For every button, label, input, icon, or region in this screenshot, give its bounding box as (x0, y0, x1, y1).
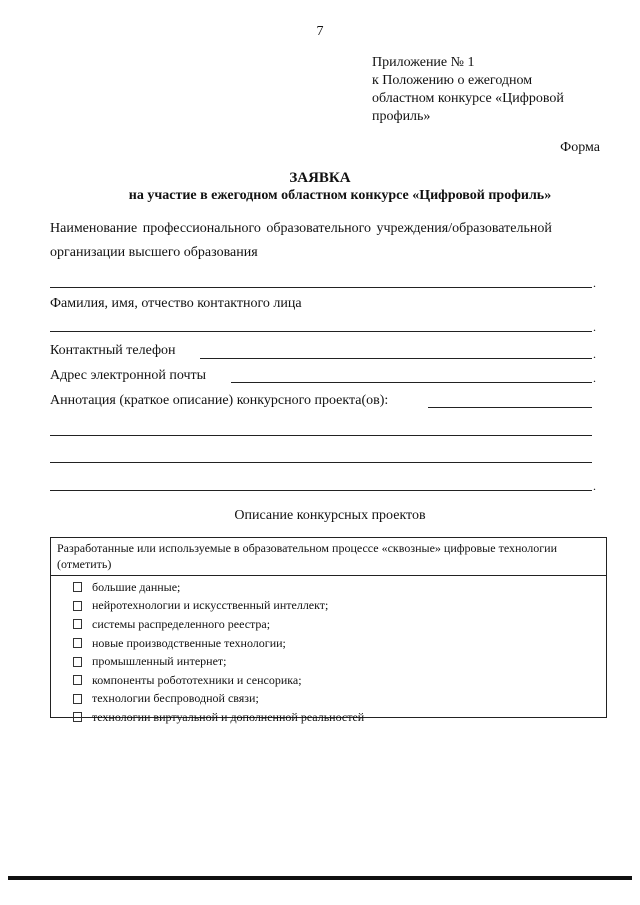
technology-label: промышленный интернет; (92, 654, 227, 669)
checkbox-icon[interactable] (73, 638, 82, 648)
document-title: ЗАЯВКА (289, 170, 351, 186)
technologies-header: Разработанные или используемые в образовательном процессе «сквозные» цифровые технологии (отметить) (51, 538, 606, 576)
technology-option-vr-ar[interactable] (51, 708, 606, 727)
technology-label: технологии виртуальной и дополненной реальностей (92, 709, 365, 724)
annotation-label: Аннотация (краткое описание) конкурсного проекта(ов): (50, 393, 389, 408)
checkbox-icon[interactable] (73, 657, 82, 667)
annotation-input-line[interactable] (50, 462, 592, 463)
line-end-dot: . (593, 320, 596, 334)
annotation-input-line[interactable] (50, 435, 592, 436)
checkbox-icon[interactable] (73, 619, 82, 629)
document-subtitle: на участие в ежегодном областном конкурсе «Цифровой профиль» (128, 188, 552, 203)
annotation-input-line[interactable] (428, 407, 592, 408)
technology-label: большие данные; (92, 579, 181, 594)
projects-section-title: Описание конкурсных проектов (234, 508, 426, 523)
technology-option-distributed-ledger[interactable] (51, 615, 606, 634)
phone-input-line[interactable] (200, 358, 592, 359)
institution-label-line2: организации высшего образования (50, 245, 258, 260)
page-number: 7 (316, 24, 324, 39)
appendix-line: профиль» (372, 109, 431, 124)
line-end-dot: . (593, 479, 596, 493)
line-end-dot: . (593, 276, 596, 290)
technology-option-robotics-sensorics[interactable] (51, 671, 606, 690)
technologies-list (51, 576, 606, 727)
checkbox-icon[interactable] (73, 694, 82, 704)
checkbox-icon[interactable] (73, 712, 82, 722)
page-bottom-border (8, 876, 632, 880)
technology-option-production-tech[interactable] (51, 634, 606, 653)
email-input-line[interactable] (231, 382, 592, 383)
checkbox-icon[interactable] (73, 675, 82, 685)
form-label: Форма (560, 140, 600, 155)
line-end-dot: . (593, 347, 596, 361)
contact-person-label: Фамилия, имя, отчество контактного лица (50, 296, 302, 311)
email-label: Адрес электронной почты (50, 368, 207, 383)
contact-person-input-line[interactable] (50, 331, 592, 332)
technology-option-wireless[interactable] (51, 690, 606, 709)
technology-option-neurotech-ai[interactable] (51, 597, 606, 616)
appendix-note (372, 54, 622, 126)
technologies-table (50, 537, 607, 724)
technology-label: технологии беспроводной связи; (92, 691, 259, 706)
institution-input-line[interactable] (50, 287, 592, 288)
phone-label: Контактный телефон (50, 343, 176, 358)
technology-label: нейротехнологии и искусственный интеллект; (92, 598, 329, 613)
checkbox-icon[interactable] (73, 582, 82, 592)
appendix-line: Приложение № 1 (372, 55, 475, 70)
technology-label: компоненты робототехники и сенсорика; (92, 672, 302, 687)
appendix-line: областном конкурсе «Цифровой (372, 91, 564, 106)
technology-label: новые производственные технологии; (92, 635, 286, 650)
technology-option-big-data[interactable] (51, 578, 606, 597)
technology-label: системы распределенного реестра; (92, 616, 271, 631)
checkbox-icon[interactable] (73, 601, 82, 611)
line-end-dot: . (593, 371, 596, 385)
technology-option-industrial-internet[interactable] (51, 652, 606, 671)
annotation-input-line[interactable] (50, 490, 592, 491)
appendix-line: к Положению о ежегодном (372, 73, 533, 88)
institution-label-line1: Наименование профессионального образовательного учреждения/образовательной (50, 221, 552, 236)
